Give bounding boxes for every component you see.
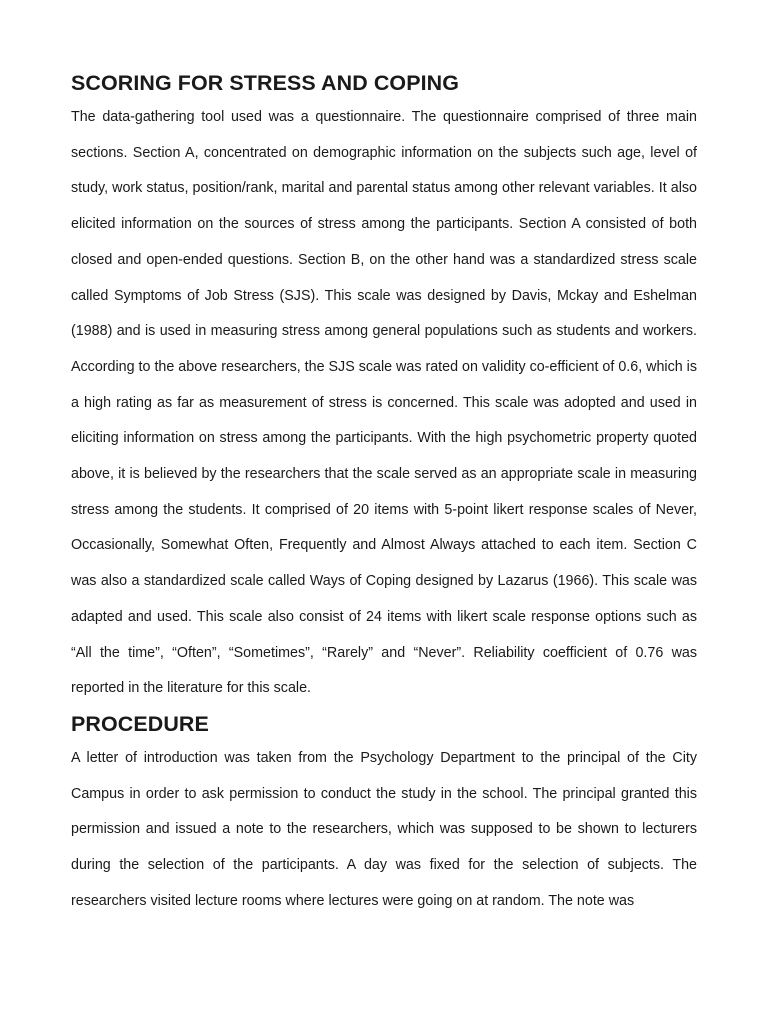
paragraph-scoring: The data-gathering tool used was a questionnaire. The questionnaire comprised of three main sections. Section A, concentrated on demographic information on the subjects such age, level of study, work status, position/rank, marital and parental status among other relevant variables. It also elicited information on the sources of stress among the participants. Section A consisted of both closed and open-ended questions. Section B, on the other hand was a standardized stress scale called Symptoms of Job Stress (SJS). This scale was designed by Davis, Mckay and Eshelman (1988) and is used in measuring stress among general populations such as students and workers. According to the above researchers, the SJS scale was rated on validity co-efficient of 0.6, which is a high rating as far as measurement of stress is concerned. This scale was adopted and used in eliciting information on stress among the participants. With the high psychometric property quoted above, it is believed by the researchers that the scale served as an appropriate scale in measuring stress among the students. It comprised of 20 items with 5-point likert response scales of Never, Occasionally, Somewhat Often, Frequently and Almost Always attached to each item. Section C was also a standardized scale called Ways of Coping designed by Lazarus (1966). This scale was adapted and used. This scale also consist of 24 items with likert scale response options such as “All the time”, “Often”, “Sometimes”, “Rarely” and “Never”. Reliability coefficient of 0.76 was reported in the literature for this scale. <box>71 109 697 697</box>
section-heading-scoring: SCORING FOR STRESS AND COPING <box>71 71 460 95</box>
section-heading-procedure: PROCEDURE <box>71 711 209 736</box>
paragraph-procedure: A letter of introduction was taken from the Psychology Department to the principal of the City Campus in order to ask permission to conduct the study in the school. The principal granted this permission and issued a note to the researchers, which was supposed to be shown to lecturers during the selection of the participants. A day was fixed for the selection of subjects. The researchers visited lecture rooms where lectures were going on at random. The note was <box>71 749 697 909</box>
document-page <box>71 70 697 919</box>
